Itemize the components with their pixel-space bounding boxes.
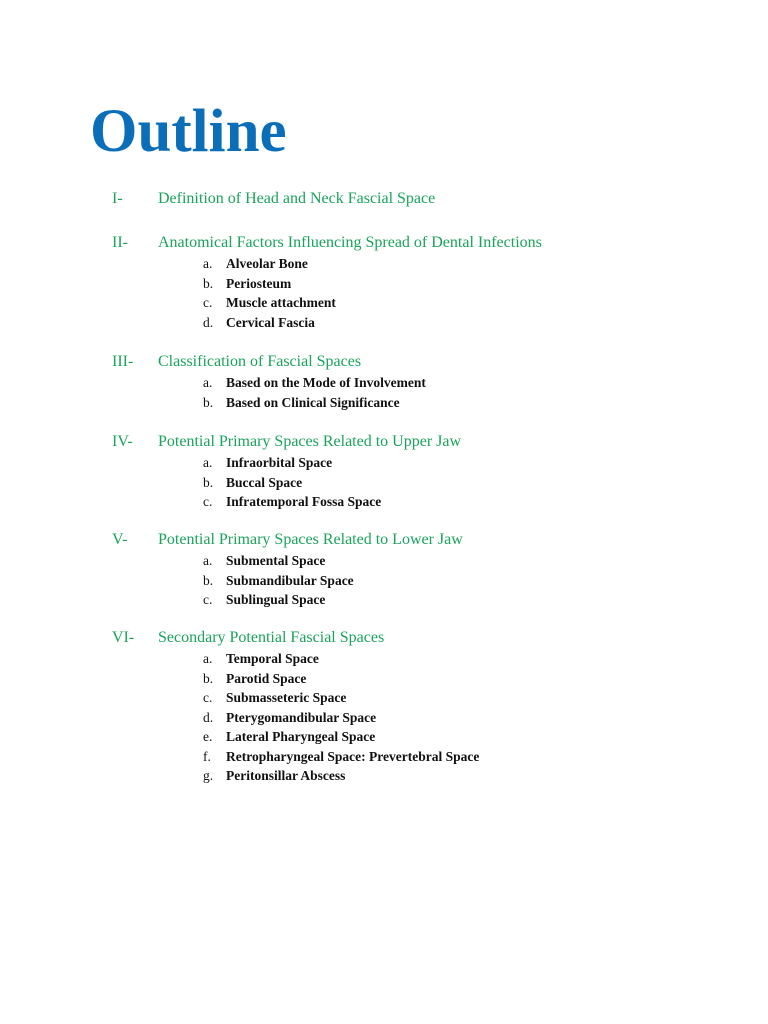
section-heading <box>0 529 768 551</box>
list-item <box>0 473 768 493</box>
section-title: Classification of Fascial Spaces <box>158 353 362 370</box>
section-number: VI- <box>112 629 135 646</box>
section-title: Anatomical Factors Influencing Spread of Dental Infections <box>158 234 542 251</box>
item-label: Infraorbital Space <box>226 455 333 470</box>
list-item <box>0 373 768 393</box>
subitem-list <box>0 373 768 412</box>
list-item <box>0 649 768 669</box>
item-letter: b. <box>203 394 214 410</box>
item-letter: f. <box>203 748 211 764</box>
list-item <box>0 688 768 708</box>
outline-section-6 <box>0 627 768 786</box>
list-item <box>0 571 768 591</box>
item-letter: c. <box>203 690 213 705</box>
item-letter: g. <box>203 768 214 783</box>
list-item <box>0 669 768 689</box>
item-label: Cervical Fascia <box>226 314 315 330</box>
subitem-list <box>0 649 768 786</box>
list-item <box>0 313 768 333</box>
item-label: Parotid Space <box>226 670 307 686</box>
item-letter: a. <box>203 455 213 470</box>
outline-section-5 <box>0 529 768 610</box>
item-label: Peritonsillar Abscess <box>226 768 346 783</box>
item-letter: a. <box>203 553 213 568</box>
section-heading <box>0 188 768 210</box>
item-letter: b. <box>203 572 214 588</box>
outline-section-2 <box>0 232 768 332</box>
section-number: III- <box>112 353 134 370</box>
item-letter: b. <box>203 275 214 291</box>
section-heading <box>0 232 768 254</box>
list-item <box>0 766 768 786</box>
item-letter: d. <box>203 709 214 725</box>
section-heading <box>0 351 768 373</box>
item-label: Periosteum <box>226 275 292 291</box>
item-label: Submasseteric Space <box>226 690 347 705</box>
list-item <box>0 254 768 274</box>
item-label: Submandibular Space <box>226 572 354 588</box>
list-item <box>0 274 768 294</box>
item-letter: c. <box>203 295 213 310</box>
list-item <box>0 708 768 728</box>
item-letter: c. <box>203 494 213 509</box>
section-number: V- <box>112 531 128 548</box>
section-title: Definition of Head and Neck Fascial Space <box>158 190 436 207</box>
item-label: Sublingual Space <box>226 592 326 607</box>
section-number: I- <box>112 190 123 207</box>
list-item <box>0 747 768 767</box>
section-title: Potential Primary Spaces Related to Lower Jaw <box>158 531 463 548</box>
outline-section-1 <box>0 188 768 210</box>
outline-section-4 <box>0 431 768 512</box>
subitem-list <box>0 254 768 332</box>
item-label: Lateral Pharyngeal Space <box>226 729 376 744</box>
item-label: Based on Clinical Significance <box>226 394 400 410</box>
item-label: Alveolar Bone <box>226 256 308 271</box>
list-item <box>0 727 768 747</box>
item-label: Buccal Space <box>226 474 303 490</box>
list-item <box>0 492 768 512</box>
item-label: Submental Space <box>226 553 326 568</box>
list-item <box>0 590 768 610</box>
item-letter: a. <box>203 256 213 271</box>
item-letter: b. <box>203 670 214 686</box>
outline-section-3 <box>0 351 768 412</box>
item-letter: c. <box>203 592 213 607</box>
item-label: Muscle attachment <box>226 295 336 310</box>
section-title: Potential Primary Spaces Related to Upper Jaw <box>158 433 462 450</box>
section-number: II- <box>112 234 128 251</box>
item-label: Based on the Mode of Involvement <box>226 375 426 390</box>
list-item <box>0 551 768 571</box>
item-letter: e. <box>203 729 213 744</box>
item-label: Infratemporal Fossa Space <box>226 494 382 509</box>
item-letter: a. <box>203 375 213 390</box>
item-letter: b. <box>203 474 214 490</box>
list-item <box>0 293 768 313</box>
item-letter: d. <box>203 314 214 330</box>
item-letter: a. <box>203 651 213 666</box>
list-item <box>0 453 768 473</box>
section-number: IV- <box>112 433 133 450</box>
list-item <box>0 393 768 413</box>
item-label: Retropharyngeal Space: Prevertebral Space <box>226 748 480 764</box>
section-title: Secondary Potential Fascial Spaces <box>158 629 385 646</box>
item-label: Pterygomandibular Space <box>226 709 377 725</box>
subitem-list <box>0 551 768 610</box>
item-label: Temporal Space <box>226 651 319 666</box>
section-heading <box>0 627 768 649</box>
page-title: Outline <box>90 98 287 165</box>
section-heading <box>0 431 768 453</box>
subitem-list <box>0 453 768 512</box>
